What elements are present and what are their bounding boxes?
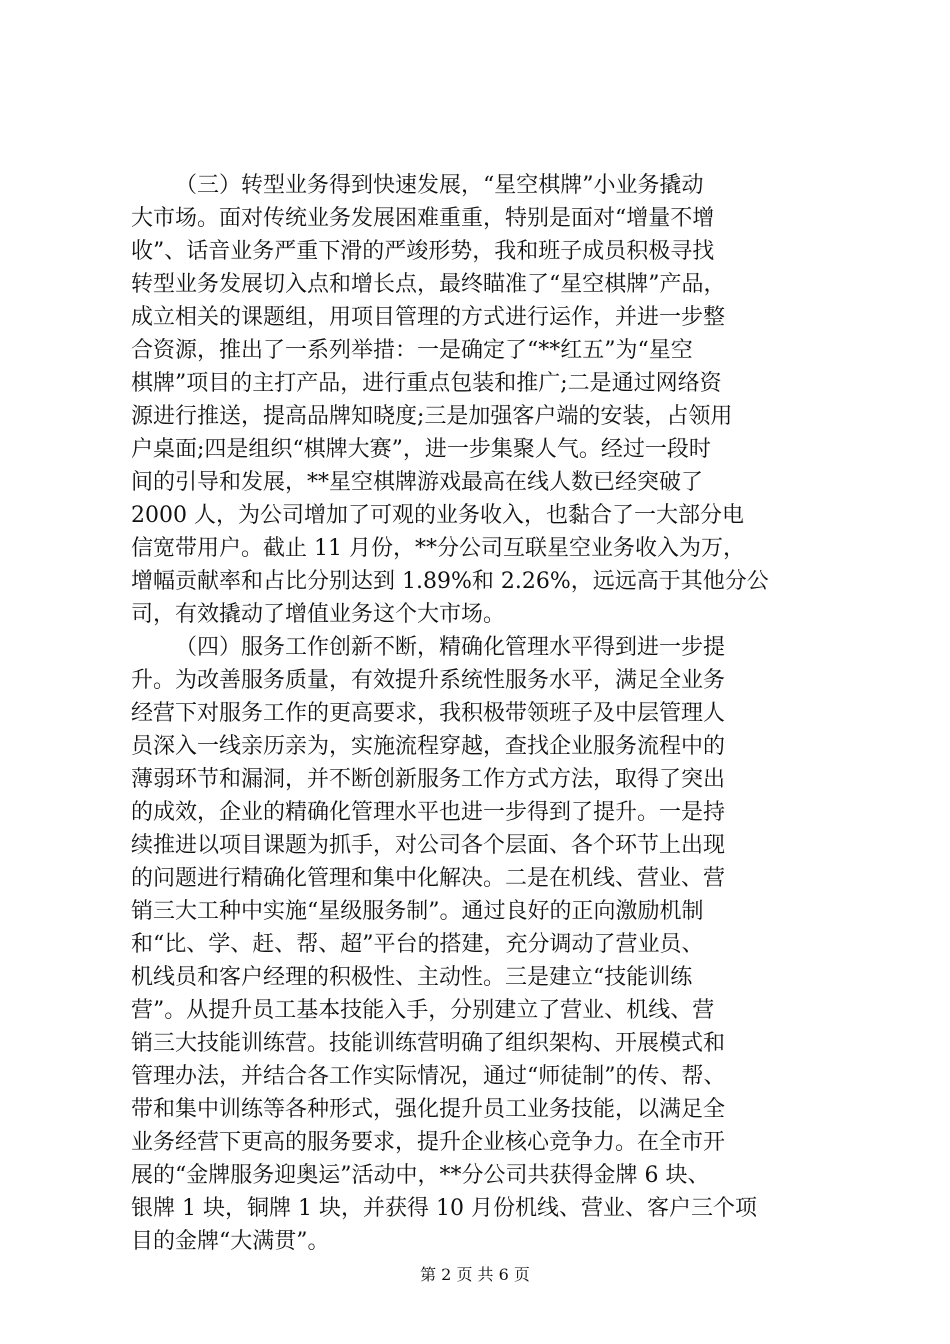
text-line: 司，有效撬动了增值业务这个大市场。: [131, 602, 506, 627]
text-line: 展的“金牌服务迎奥运”活动中，**分公司共获得金牌 6 块、: [131, 1163, 710, 1188]
text-line: 管理办法，并结合各工作实际情况，通过“师徒制”的传、帮、: [131, 1064, 726, 1089]
paragraph-4: [131, 631, 831, 1258]
text-line: 2000 人，为公司增加了可观的业务收入，也黏合了一大部分电: [131, 503, 744, 528]
text-line: 信宽带用户。截止 11 月份，**分公司互联星空业务收入为万，: [131, 536, 745, 561]
text-line: 销三大技能训练营。技能训练营明确了组织架构、开展模式和: [131, 1031, 726, 1056]
text-line: 目的金牌“大满贯”。: [131, 1229, 330, 1254]
text-line: 销三大工种中实施“星级服务制”。通过良好的正向激励机制: [131, 899, 704, 924]
page-number-footer: 第 2 页 共 6 页: [420, 1265, 530, 1284]
text-line: 源进行推送，提高品牌知晓度;三是加强客户端的安装，占领用: [131, 404, 733, 429]
text-line: 收”、话音业务严重下滑的严竣形势，我和班子成员积极寻找: [131, 239, 715, 264]
text-line: 带和集中训练等各种形式，强化提升员工业务技能，以满足全: [131, 1097, 726, 1122]
text-line: 银牌 1 块，铜牌 1 块，并获得 10 月份机线、营业、客户三个项: [131, 1196, 757, 1221]
text-line: 合资源，推出了一系列举措：一是确定了“**红五”为“星空: [131, 338, 693, 363]
text-line: 机线员和客户经理的积极性、主动性。三是建立“技能训练: [131, 965, 693, 990]
text-line: 和“比、学、赶、帮、超”平台的搭建，充分调动了营业员、: [131, 932, 704, 957]
text-line: 户桌面;四是组织“棋牌大赛”，进一步集聚人气。经过一段时: [131, 437, 711, 462]
text-line: （四）服务工作创新不断，精确化管理水平得到进一步提: [175, 635, 726, 660]
text-line: 增幅贡献率和占比分别达到 1.89%和 2.26%，远远高于其他分公: [131, 569, 769, 594]
text-line: 续推进以项目课题为抓手，对公司各个层面、各个环节上出现: [131, 833, 726, 858]
text-line: 经营下对服务工作的更高要求，我积极带领班子及中层管理人: [131, 701, 726, 726]
document-body: [131, 169, 831, 1258]
text-line: 大市场。面对传统业务发展困难重重，特别是面对“增量不增: [131, 206, 715, 231]
text-line: 的成效，企业的精确化管理水平也进一步得到了提升。一是持: [131, 800, 726, 825]
text-line: 的问题进行精确化管理和集中化解决。二是在机线、营业、营: [131, 866, 726, 891]
text-line: （三）转型业务得到快速发展，“星空棋牌”小业务撬动: [175, 173, 704, 198]
text-line: 升。为改善服务质量，有效提升系统性服务水平，满足全业务: [131, 668, 726, 693]
text-line: 转型业务发展切入点和增长点，最终瞄准了“星空棋牌”产品，: [131, 272, 726, 297]
text-line: 营”。从提升员工基本技能入手，分别建立了营业、机线、营: [131, 998, 715, 1023]
text-line: 棋牌”项目的主打产品，进行重点包装和推广;二是通过网络资: [131, 371, 722, 396]
text-line: 薄弱环节和漏洞，并不断创新服务工作方式方法，取得了突出: [131, 767, 726, 792]
paragraph-3: [131, 169, 831, 631]
text-line: 员深入一线亲历亲为，实施流程穿越，查找企业服务流程中的: [131, 734, 726, 759]
text-line: 业务经营下更高的服务要求，提升企业核心竞争力。在全市开: [131, 1130, 726, 1155]
text-line: 间的引导和发展，**星空棋牌游戏最高在线人数已经突破了: [131, 470, 704, 495]
text-line: 成立相关的课题组，用项目管理的方式进行运作，并进一步整: [131, 305, 726, 330]
